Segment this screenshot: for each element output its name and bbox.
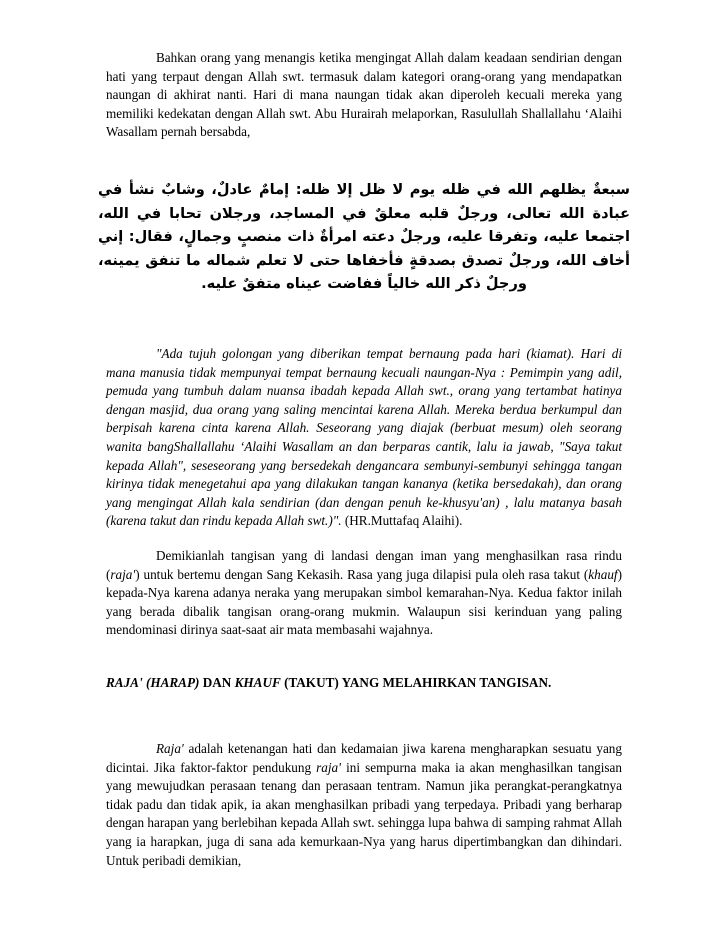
heading-khauf: KHAUF <box>234 675 281 690</box>
term-raja: raja' <box>110 566 136 582</box>
paragraph-raja-definition <box>106 740 622 870</box>
paragraph-intro: Bahkan orang yang menangis ketika mengingat Allah dalam keadaan sendirian dengan hati yang terpaut dengan Allah swt. termasuk dalam kategori orang-orang yang mendapatkan naungan di akhirat nanti. Hari di mana naungan tidak akan diperoleh kecuali mereka yang memiliki kedekatan dengan Allah swt. Abu Hurairah melaporkan, Rasulullah Shallallahu ‘Alaihi Wasallam pernah bersabda, <box>106 50 622 140</box>
p3-text-a: Demikianlah tangisan yang di landasi dengan iman yang menghasilkan rasa rindu ( <box>106 548 622 582</box>
p4-text-a: adalah ketenangan hati dan kedamaian jiwa karena mengharapkan sesuatu yang dicintai. Jika faktor-faktor pendukung <box>106 741 622 775</box>
section-heading <box>106 674 622 692</box>
hadith-reference: (HR.Muttafaq Alaihi). <box>341 513 463 529</box>
hadith-arabic-text: سبعةٌ يظلهم الله في ظله يوم لا ظل إلا ظله: إمامٌ عادلٌ، وشابٌ نشأ في عبادة الله تعالى، ورجلٌ قلبه معلقٌ في المساجد، ورجلان تحابا في الله، اجتمعا عليه، وتفرقا عليه، ورجلٌ دعته امرأةٌ ذات منصبٍ وجمالٍ، فقال: إني أخاف الله، ورجلٌ تصدق بصدقةٍ فأخفاها حتى لا تعلم شماله ما تنفق يمينه، ورجلٌ ذكر الله خالياً ففاضت عيناه متفقٌ عليه. <box>98 181 630 292</box>
heading-raja: RAJA' (HARAP) <box>106 675 200 690</box>
heading-dan: DAN <box>199 675 235 690</box>
p3-text-b: ) untuk bertemu dengan Sang Kekasih. Rasa yang juga dilapisi pula oleh rasa takut ( <box>135 566 589 582</box>
p4-term-raja-1: Raja' <box>156 741 184 756</box>
p4-term-raja-2: raja' <box>316 759 341 775</box>
paragraph-translation <box>106 345 622 531</box>
heading-rest: (TAKUT) YANG MELAHIRKAN TANGISAN. <box>280 675 552 690</box>
paragraph-demikianlah <box>106 547 622 640</box>
p4-text-b: ini sempurna maka ia akan menghasilkan tangisan yang mewujudkan perasaan tenang dan perasaan tentram. Namun jika perangkat-perangkatnya tidak padu dan tidak apik, ia akan menghasilkan pribadi yang terpedaya. Pribadi yang berharap dengan harapan yang berlebihan kepada Allah swt. sehingga lupa bahwa di samping rahmat Allah yang ia harapkan, juga di sana ada kemurkaan-Nya yang harus dipertimbangkan dan dihindari. Untuk peribadi demikian, <box>106 759 622 868</box>
translation-italic-text: "Ada tujuh golongan yang diberikan tempat bernaung pada hari (kiamat). Hari di mana manusia tidak mempunyai tempat bernaung kecuali naungan-Nya : Pemimpin yang adil, pemuda yang tumbuh dalam nuansa ibadah kepada Allah swt., orang yang tertambat hatinya dengan masjid, dua orang yang saling mencintai karena Allah. Mereka berdua berkumpul dan berpisah karena cinta karena Allah. Seseorang yang diajak (berbuat mesum) oleh seorang wanita bangShallallahu ‘Alaihi Wasallam an dan berparas cantik, lalu ia jawab, "Saya takut kepada Allah", seseseorang yang bersedekah dengancara sembunyi-sembunyi sehingga tangan kirinya tidak menegetahui apa yang dilakukan tangan kananya (ketika bersedakah), dan orang yang mengingat Allah kala sendirian (dan dengan penuh ke-khusyu'an) , lalu matanya basah (karena takut dan rindu kepada Allah swt.)". <box>106 346 622 529</box>
term-khauf: khauf <box>588 566 618 582</box>
p3-text-c: ) kepada-Nya karena adanya neraka yang merupakan simbol kemarahan-Nya. Kedua faktor inilah yang berada dibalik tangisan orang-orang mukmin. Walaupun sisi kerinduan yang paling mendominasi dirinya saat-saat air mata membasahi wajahnya. <box>106 566 622 638</box>
